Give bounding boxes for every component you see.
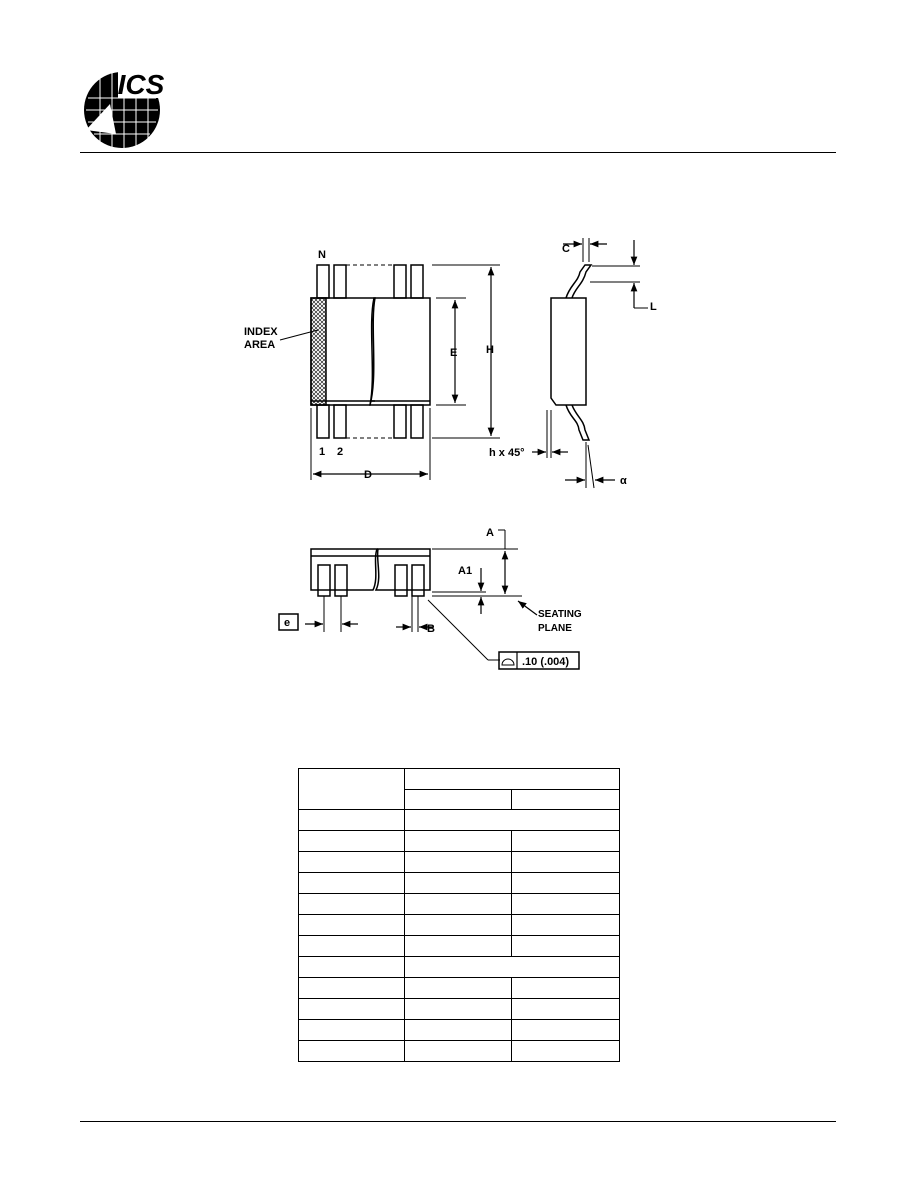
table-row bbox=[299, 831, 620, 852]
logo-text: ICS bbox=[117, 69, 164, 100]
label-pin-1: 1 bbox=[319, 446, 326, 458]
label-area: AREA bbox=[244, 339, 276, 351]
table-header-cell bbox=[512, 790, 620, 810]
table-row bbox=[299, 999, 620, 1020]
table-row bbox=[299, 810, 620, 831]
table-row bbox=[299, 852, 620, 873]
table-row bbox=[299, 894, 620, 915]
table-row bbox=[299, 978, 620, 999]
label-a: A bbox=[486, 527, 494, 539]
label-c: C bbox=[562, 243, 570, 255]
label-e: E bbox=[450, 347, 458, 359]
label-pin-2: 2 bbox=[337, 446, 344, 458]
table-header-cell bbox=[299, 769, 405, 810]
label-b: B bbox=[427, 623, 435, 635]
top-view bbox=[280, 265, 500, 480]
label-index: INDEX bbox=[244, 326, 278, 338]
label-alpha: α bbox=[620, 475, 627, 487]
coplanarity-frame bbox=[499, 652, 579, 669]
end-view bbox=[532, 238, 648, 488]
label-a1: A1 bbox=[458, 565, 473, 577]
table-row bbox=[299, 1041, 620, 1062]
label-plane: PLANE bbox=[538, 623, 572, 634]
table-row bbox=[299, 957, 620, 978]
table-header-cell bbox=[405, 769, 620, 790]
tolerance-value: .10 (.004) bbox=[522, 656, 570, 668]
label-h45: h x 45° bbox=[489, 447, 525, 459]
table-row bbox=[299, 1020, 620, 1041]
label-d: D bbox=[364, 469, 372, 481]
dimensions-table bbox=[298, 768, 620, 1062]
coplanarity-icon bbox=[502, 659, 514, 665]
label-h: H bbox=[486, 344, 494, 356]
label-seating: SEATING bbox=[538, 609, 582, 620]
label-e-pitch: e bbox=[284, 617, 291, 629]
label-n: N bbox=[318, 249, 326, 261]
table-row bbox=[299, 873, 620, 894]
side-view bbox=[305, 530, 537, 660]
label-l: L bbox=[650, 301, 657, 313]
table-row bbox=[299, 915, 620, 936]
table-row bbox=[299, 936, 620, 957]
table-header-cell bbox=[405, 790, 512, 810]
